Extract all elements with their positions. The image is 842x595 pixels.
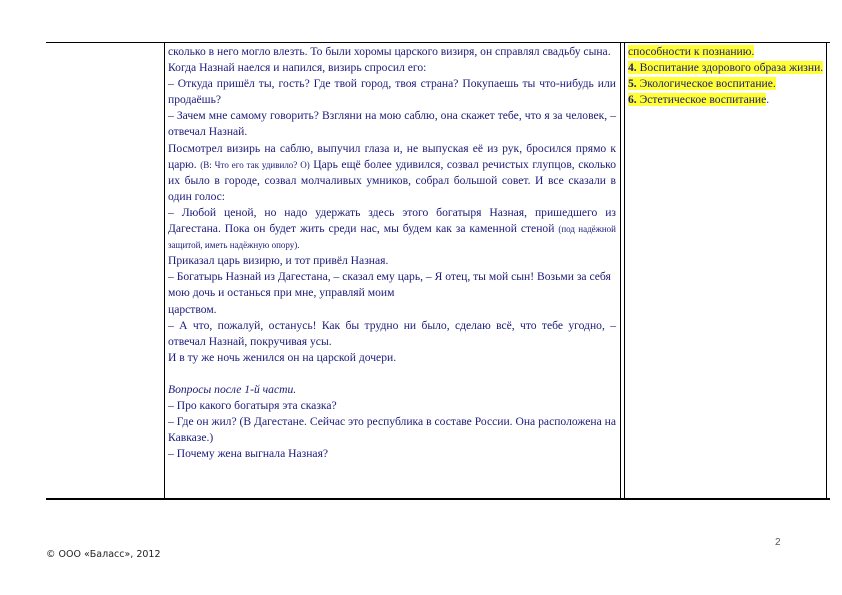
story-text: – Любой ценой, но надо удержать здесь этого богатыря Назная, пришедшего из Дагестана. Пока он будет жить среди нас, мы будем как за каменной стеной [168, 205, 616, 236]
questions-heading: Вопросы после 1-й части. [168, 382, 297, 396]
goal-number: 4. [628, 61, 637, 75]
story-paragraph: Приказал царь визирю, и тот привёл Назная. [168, 254, 389, 268]
story-paragraph: Когда Назнай наелся и напился, визирь спросил его: [168, 61, 427, 75]
copyright-footer: © ООО «Баласс», 2012 [46, 549, 161, 560]
goal-number: 6. [628, 93, 637, 107]
story-paragraph: – Откуда пришёл ты, гость? Где твой город, твоя страна? Покупаешь ты что-нибудь или продаёшь? [168, 77, 616, 107]
goal-item [628, 60, 824, 76]
goal-item [628, 92, 824, 108]
spacer [168, 366, 616, 382]
goal-tail: . [766, 93, 770, 107]
question-item: – Где он жил? (В Дагестане. Сейчас это республика в составе России. Она расположена на Кавказе.) [168, 415, 616, 445]
goal-text: способности к познанию. [628, 45, 755, 58]
question-item: – Почему жена выгнала Назная? [168, 447, 329, 461]
question-item: – Про какого богатыря эта сказка? [168, 399, 337, 413]
story-paragraph: сколько в него могло влезть. То были хоромы царского визиря, он справлял свадьбу сына. [168, 45, 611, 58]
goal-item [628, 76, 824, 92]
story-column [164, 43, 621, 498]
story-text: Царь ещё более удивился, созвал речистых глупцов, сколько их было в городе, созвал молчаливых умников, собрал большой совет. И все сказали в один голос: [168, 157, 617, 203]
teacher-note: (под надёжной защитой, иметь надёжную опору). [168, 224, 616, 251]
goals-column [621, 43, 830, 498]
lesson-table [46, 42, 830, 500]
page-number: 2 [775, 537, 781, 548]
story-paragraph: – А что, пожалуй, останусь! Как бы трудно ни было, сделаю всё, что тебе угодно, – отвечал Назнай, покручивая усы. [168, 318, 616, 348]
teacher-note: (В: Что его так удивило? О) [200, 159, 310, 170]
story-paragraph [168, 141, 616, 205]
goal-text: Экологическое воспитание. [639, 77, 776, 91]
goal-item [628, 44, 824, 60]
story-text: Посмотрел визирь на саблю, выпучил глаза и, не выпуская её из рук, бросился прямо к царю. [168, 141, 616, 171]
story-paragraph: – Богатырь Назнай из Дагестана, – сказал ему царь, – Я отец, ты мой сын! Возьми за себя мою дочь и останься при мне, управляй моим [168, 270, 611, 300]
story-paragraph: – Зачем мне самому говорить? Взгляни на мою саблю, она скажет тебе, что я за человек, – отвечал Назнай. [168, 109, 616, 139]
story-paragraph: царством. [168, 302, 217, 316]
empty-column [46, 43, 165, 498]
goal-text: Эстетическое воспитание [639, 93, 767, 107]
story-paragraph [168, 205, 616, 253]
goal-number: 5. [628, 77, 637, 91]
story-paragraph: И в ту же ночь женился он на царской дочери. [168, 350, 397, 364]
goal-text: Воспитание здорового образа жизни. [639, 61, 824, 75]
